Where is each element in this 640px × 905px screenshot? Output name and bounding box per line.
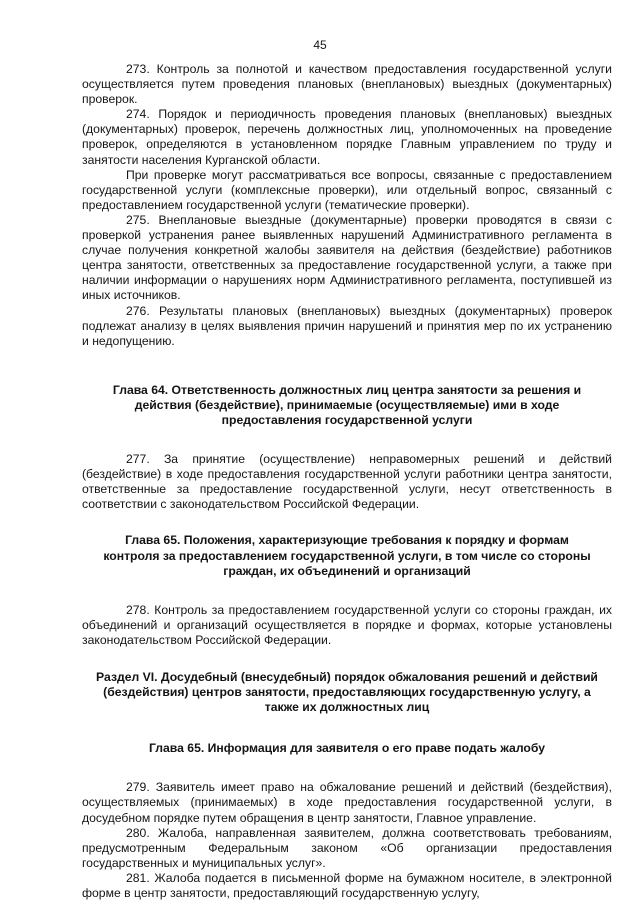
page-number: 45 — [313, 38, 327, 52]
paragraph-276: 276. Результаты плановых (внеплановых) выездных (документарных) проверок подлежат анализу в целях выявления причин нарушений и принятия мер по их устранению и недопущению. — [82, 303, 612, 348]
paragraph-273: 273. Контроль за полнотой и качеством предоставления государственной услуги осуществляется путем проведения плановых (внеплановых) выездных (документарных) проверок. — [82, 62, 612, 107]
paragraph-280: 280. Жалоба, направленная заявителем, должна соответствовать требованиям, предусмотренным Федеральным законом «Об организации предоставления государственных и муниципальных услуг». — [82, 825, 612, 870]
chapter-64-heading: Глава 64. Ответственность должностных лиц центра занятости за решения и действия (бездействие), принимаемые (осуществляемые) ими в ходе предоставления государственной услуги — [112, 382, 582, 427]
spacer — [82, 715, 612, 741]
paragraph-277: 277. За принятие (осуществление) неправомерных решений и действий (бездействие) в ходе предоставления государственной услуги работники центра занятости, ответственные за предоставление государственной услуги, несут ответственность в соответствии с законодательством Российской Федерации. — [82, 452, 612, 512]
paragraph-278: 278. Контроль за предоставлением государственной услуги со стороны граждан, их объединений и организаций осуществляется в порядке и формах, которые установлены законодательством Российской Федерации. — [82, 602, 612, 647]
page-content — [82, 62, 612, 901]
spacer — [82, 756, 612, 780]
paragraph-275: 275. Внеплановые выездные (документарные) проверки проводятся в связи с проверкой устранения ранее выявленных нарушений Административного регламента в случае получения конкретной жалобы заявителя на действия (бездействие) работников центра занятости, ответственных за предоставление государственной услуги, а также при наличии информации о нарушениях норм Административного регламента, поступившей из иных источников. — [82, 212, 612, 303]
paragraph-274-continued: При проверке могут рассматриваться все вопросы, связанные с предоставлением государственной услуги (комплексные проверки), или отдельный вопрос, связанный с предоставлением государственной услуги (тематические проверки). — [82, 167, 612, 212]
paragraph-279: 279. Заявитель имеет право на обжалование решений и действий (бездействия), осуществляемых (принимаемых) в ходе предоставления государственной услуги, в досудебном порядке путем обращения в центр занятости, Главное управление. — [82, 780, 612, 825]
paragraph-281: 281. Жалоба подается в письменной форме на бумажном носителе, в электронной форме в центр занятости, предоставляющий государственную услугу, — [82, 870, 612, 901]
chapter-65-controls-heading: Глава 65. Положения, характеризующие требования к порядку и формам контроля за предоставлением государственной услуги, в том числе со стороны граждан, их объединений и организаций — [103, 533, 591, 578]
spacer — [82, 349, 612, 383]
paragraph-274: 274. Порядок и периодичность проведения плановых (внеплановых) выездных (документарных) проверок, перечень должностных лиц, уполномоченных на проведение проверок, определяются в установленном порядке Главным управлением по труду и занятости населения Курганской области. — [82, 107, 612, 167]
spacer — [82, 512, 612, 533]
chapter-65-complaint-heading: Глава 65. Информация для заявителя о его праве подать жалобу — [148, 741, 546, 756]
spacer — [82, 648, 612, 670]
spacer — [82, 428, 612, 452]
spacer — [82, 579, 612, 603]
section-6-heading: Раздел VI. Досудебный (внесудебный) порядок обжалования решений и действий (бездействия) центров занятости, предоставляющих государственную услугу, а также их должностных лиц — [96, 670, 598, 715]
